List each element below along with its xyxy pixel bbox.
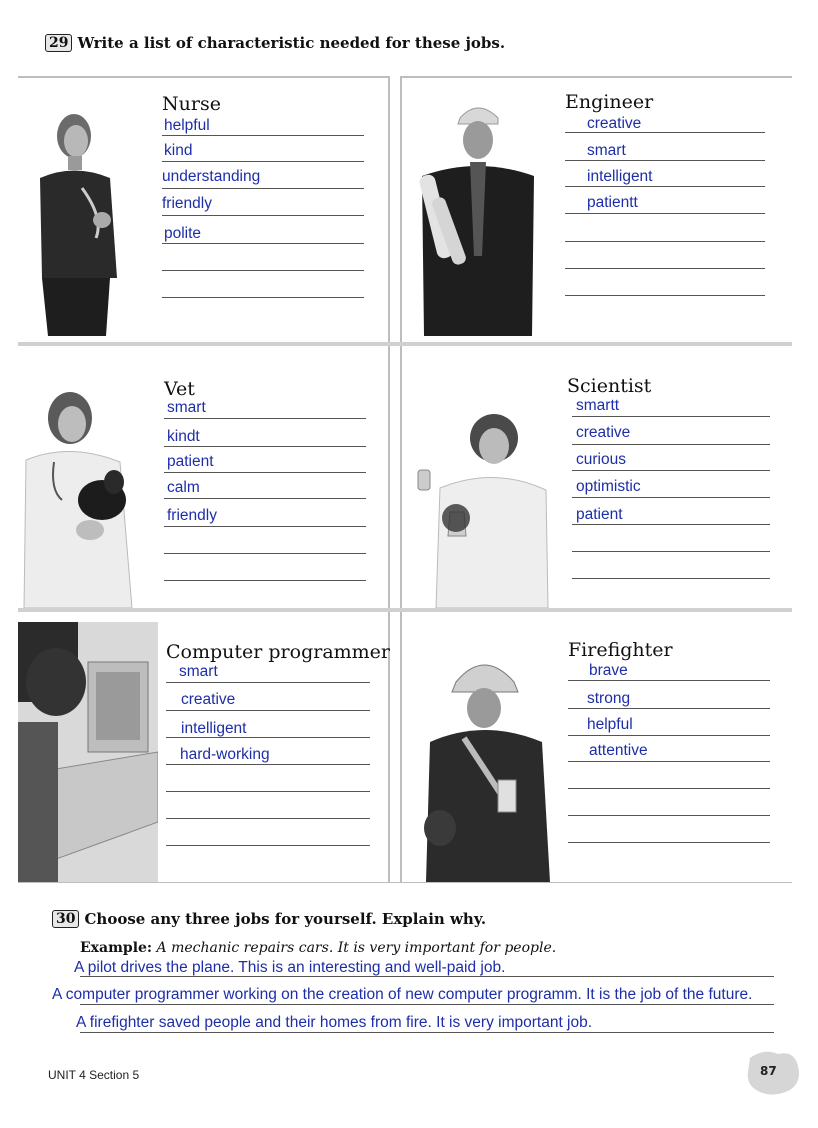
example-sentence — [80, 940, 556, 956]
grid-border-bottom — [18, 882, 792, 883]
answer-line — [164, 498, 366, 499]
answer-text: friendly — [167, 507, 217, 524]
answer-line — [164, 446, 366, 447]
answer-line — [572, 551, 770, 552]
answer-line — [162, 188, 364, 189]
vet-photo — [20, 390, 145, 608]
answer-line — [568, 708, 770, 709]
grid-divider-left — [388, 76, 390, 882]
answer-sentence: A pilot drives the plane. This is an interesting and well-paid job. — [74, 959, 506, 976]
exercise-number: 30 — [52, 910, 79, 928]
answer-text: friendly — [162, 195, 212, 212]
answer-line — [568, 761, 770, 762]
answer-line — [568, 735, 770, 736]
answer-line — [162, 270, 364, 271]
job-title-engineer: Engineer — [565, 91, 654, 113]
example-text: A mechanic repairs cars. It is very important for people. — [156, 940, 557, 956]
grid-row-divider-1 — [18, 342, 792, 346]
example-label: Example: — [80, 940, 153, 956]
grid-border-top-right — [402, 76, 792, 78]
answer-line — [572, 578, 770, 579]
answer-line — [565, 241, 765, 242]
answer-line — [80, 1032, 774, 1033]
answer-line — [565, 160, 765, 161]
answer-line — [162, 135, 364, 136]
exercise-instruction: Choose any three jobs for yourself. Explain why. — [84, 910, 487, 928]
answer-line — [166, 710, 370, 711]
answer-line — [162, 215, 364, 216]
nurse-photo — [22, 108, 132, 336]
answer-text: calm — [167, 479, 200, 496]
grid-border-top-left — [18, 76, 388, 78]
grid-divider-right — [400, 76, 402, 882]
answer-text: helpful — [587, 716, 633, 733]
answer-line — [164, 553, 366, 554]
exercise-instruction: Write a list of characteristic needed for these jobs. — [77, 34, 506, 52]
answer-line — [565, 268, 765, 269]
answer-text: intelligent — [181, 720, 247, 737]
answer-line — [164, 418, 366, 419]
answer-line — [166, 682, 370, 683]
answer-line — [164, 472, 366, 473]
answer-text: patient — [576, 506, 623, 523]
answer-text: strong — [587, 690, 631, 707]
answer-text: helpful — [164, 117, 210, 134]
answer-line — [162, 161, 364, 162]
page-number: 87 — [760, 1064, 777, 1078]
job-title-vet: Vet — [164, 378, 195, 400]
engineer-photo — [412, 96, 542, 336]
answer-text: kindt — [167, 428, 200, 445]
answer-line — [164, 580, 366, 581]
answer-line — [572, 470, 770, 471]
answer-line — [164, 526, 366, 527]
answer-text: smartt — [576, 397, 620, 414]
answer-text: polite — [164, 225, 202, 242]
answer-text: brave — [589, 662, 628, 679]
answer-text: smart — [587, 142, 626, 159]
job-title-computer-programmer: Computer programmer — [166, 641, 391, 663]
job-title-scientist: Scientist — [567, 375, 652, 397]
answer-line — [162, 243, 364, 244]
answer-text: patient — [167, 453, 214, 470]
answer-line — [166, 845, 370, 846]
exercise-number: 29 — [45, 34, 72, 52]
exercise-29-heading — [45, 34, 505, 52]
answer-text: smart — [179, 663, 218, 680]
answer-line — [568, 815, 770, 816]
answer-text: creative — [587, 115, 642, 132]
answer-text: creative — [576, 424, 631, 441]
answer-text: patientt — [587, 194, 638, 211]
answer-sentence: A firefighter saved people and their homes from fire. It is very important job. — [76, 1014, 593, 1031]
exercise-30-heading — [52, 910, 486, 928]
computer-programmer-photo — [18, 622, 158, 882]
answer-sentence: A computer programmer working on the creation of new computer programm. It is the job of the future. — [52, 986, 753, 1003]
answer-text: kind — [164, 142, 193, 159]
answer-line — [162, 297, 364, 298]
job-title-nurse: Nurse — [162, 93, 221, 115]
answer-line — [166, 764, 370, 765]
answer-line — [572, 444, 770, 445]
answer-line — [568, 788, 770, 789]
answer-text: curious — [576, 451, 626, 468]
job-title-firefighter: Firefighter — [568, 639, 673, 661]
grid-row-divider-2 — [18, 608, 792, 612]
answer-text: understanding — [162, 168, 261, 185]
answer-text: smart — [167, 399, 206, 416]
answer-line — [166, 791, 370, 792]
answer-line — [572, 524, 770, 525]
answer-line — [565, 295, 765, 296]
answer-line — [565, 213, 765, 214]
answer-line — [80, 1004, 774, 1005]
answer-line — [166, 818, 370, 819]
answer-text: attentive — [589, 742, 648, 759]
answer-line — [568, 842, 770, 843]
answer-text: creative — [181, 691, 236, 708]
answer-line — [572, 416, 770, 417]
answer-line — [565, 186, 765, 187]
answer-line — [572, 497, 770, 498]
answer-text: intelligent — [587, 168, 653, 185]
answer-line — [568, 680, 770, 681]
answer-text: hard-working — [180, 746, 270, 763]
answer-text: optimistic — [576, 478, 641, 495]
firefighter-photo — [414, 652, 564, 882]
footer-unit: UNIT 4 Section 5 — [48, 1068, 140, 1082]
scientist-photo — [410, 408, 550, 608]
